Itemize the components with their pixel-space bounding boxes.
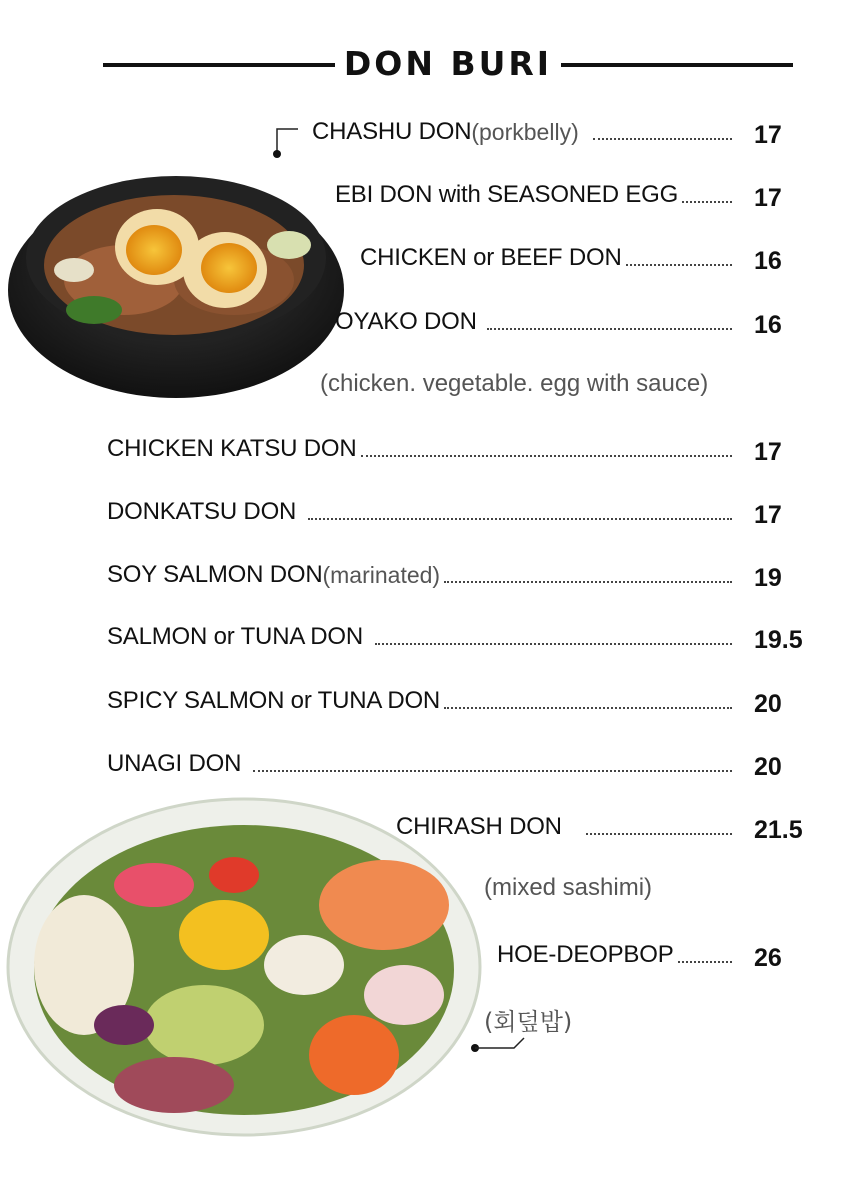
menu-item (360, 238, 736, 278)
menu-item-price: 26 (754, 943, 782, 972)
menu-item-description: (chicken. vegetable. egg with sauce) (320, 370, 709, 397)
menu-item-name: SOY SALMON DON (107, 561, 323, 588)
menu-item-price: 17 (754, 500, 782, 529)
menu-item-price: 19.5 (754, 625, 803, 654)
menu-item-price: 19 (754, 563, 782, 592)
menu-item-description: (mixed sashimi) (484, 874, 653, 901)
dot-leader (586, 833, 732, 835)
title-rule-right (561, 63, 793, 67)
chashu-don-photo (4, 140, 349, 402)
menu-item (107, 617, 736, 657)
dot-leader (678, 961, 733, 963)
menu-item-price: 20 (754, 752, 782, 781)
menu-item-note: (marinated) (322, 561, 441, 588)
menu-item-name: EBI DON with SEASONED EGG (335, 181, 679, 208)
menu-item (335, 302, 736, 342)
menu-item (312, 112, 736, 152)
section-header (103, 38, 793, 88)
menu-item-name: UNAGI DON (107, 750, 242, 777)
menu-item (107, 492, 736, 532)
dot-leader (308, 518, 732, 520)
menu-item-name: CHICKEN KATSU DON (107, 435, 357, 462)
menu-item-price: 20 (754, 689, 782, 718)
menu-item (107, 429, 736, 469)
menu-item-name: CHICKEN or BEEF DON (360, 244, 622, 271)
menu-item-name: DONKATSU DON (107, 498, 297, 525)
menu-item-name: CHIRASH DON (396, 813, 562, 840)
menu-item (335, 175, 736, 215)
menu-item-name: SALMON or TUNA DON (107, 623, 364, 650)
dot-leader (361, 455, 732, 457)
dot-leader (487, 328, 732, 330)
dot-leader (253, 770, 732, 772)
menu-item (497, 935, 736, 975)
page-title: DON BURI (343, 44, 553, 83)
menu-item-price: 17 (754, 437, 782, 466)
menu-item-price: 21.5 (754, 815, 803, 844)
menu-item (107, 555, 736, 595)
dot-leader (375, 643, 732, 645)
menu-item-note: (porkbelly) (471, 118, 579, 145)
callout-line-2 (468, 1036, 528, 1058)
menu-item-name: OYAKO DON (335, 308, 477, 335)
dot-leader (444, 581, 732, 583)
menu-item-description: (회덮밥) (484, 1008, 573, 1036)
menu-item-name: SPICY SALMON or TUNA DON (107, 687, 441, 714)
menu-item-name: CHASHU DON (312, 118, 472, 145)
menu-item-price: 16 (754, 246, 782, 275)
dot-leader (444, 707, 732, 709)
menu-item (396, 807, 736, 847)
menu-item-price: 17 (754, 120, 782, 149)
menu-item (107, 744, 736, 784)
menu-item-name: HOE-DEOPBOP (497, 941, 674, 968)
dot-leader (682, 201, 732, 203)
dot-leader (593, 138, 732, 140)
title-rule-left (103, 63, 335, 67)
callout-line-1 (262, 124, 302, 160)
menu-item-price: 16 (754, 310, 782, 339)
dot-leader (626, 264, 732, 266)
menu-item (107, 681, 736, 721)
menu-item-price: 17 (754, 183, 782, 212)
